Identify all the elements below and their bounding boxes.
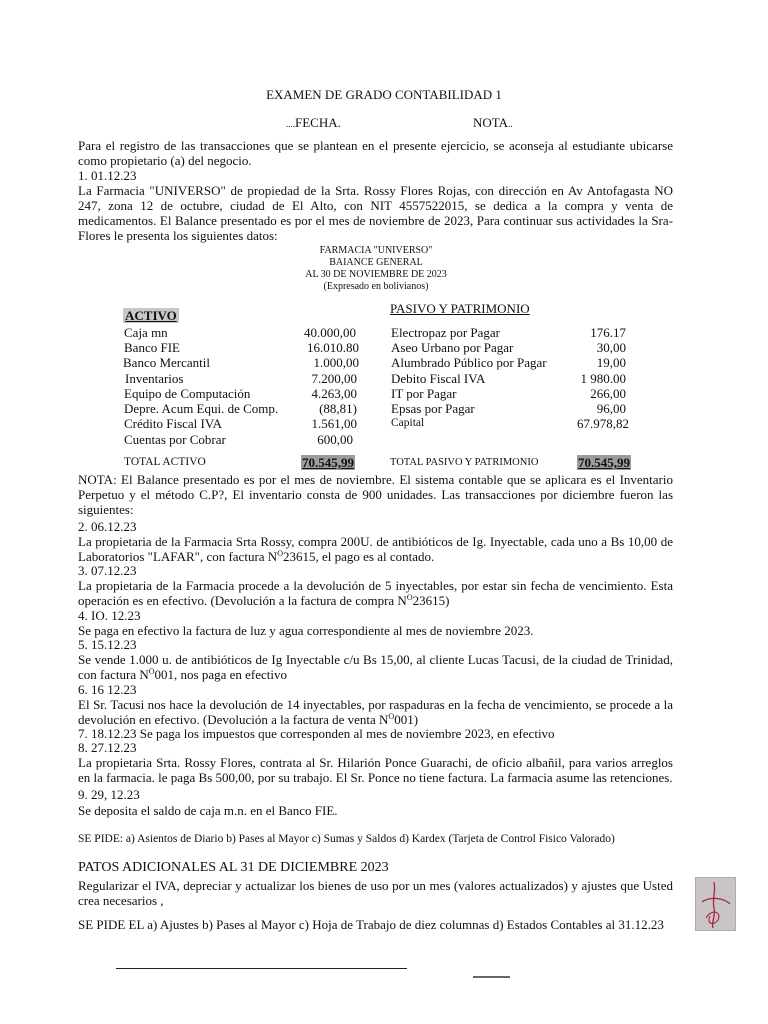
activo-name: Banco FIE: [124, 340, 180, 355]
exam-title: EXAMEN DE GRADO CONTABILIDAD 1: [266, 87, 502, 102]
activo-title: ACTIVO: [125, 308, 177, 323]
transaction-item: [78, 740, 673, 785]
nota-label: [473, 115, 513, 132]
pasivo-name: Epsas por Pagar: [391, 401, 475, 416]
transaction-text: Se paga en efectivo la factura de luz y agua correspondiente al mes de noviembre 2023.: [78, 623, 534, 638]
transaction-text: Se deposita el saldo de caja m.n. en el Banco FIE.: [78, 803, 338, 818]
balance-date: AL 30 DE NOVIEMBRE DE 2023: [305, 269, 447, 280]
item-1-text: La Farmacia "UNIVERSO" de propiedad de la Srta. Rossy Flores Rojas, con dirección en Av Antofagasta NO 247, zona 12 de octubre, ciudad de El Alto, con NIT 4557522015, se dedica a la compra y venta de medicamentos. El Balance presentado es por el mes de noviembre de 2023, Para continuar sus actividades la Sra- Flores le presenta los siguientes datos:: [78, 183, 673, 243]
balance-title: BAIANCE GENERAL: [329, 257, 423, 268]
signature-image: [695, 877, 736, 931]
transaction-text: La propietaria de la Farmacia procede a la devolución de 5 inyectables, por estar sin fecha de vencimiento. Esta operación es en efectivo. (Devolución a la factura de compra $N^O23615$): [78, 578, 673, 608]
transaction-item: [78, 608, 673, 638]
se-pide-first: SE PIDE: a) Asientos de Diario b) Pases al Mayor c) Sumas y Saldos d) Kardex (Tarjeta de Control Fisico Valorado): [78, 833, 615, 845]
item-1: [78, 168, 673, 243]
activo-name: Depre. Acum Equi. de Comp.: [124, 401, 279, 416]
pasivo-name: Alumbrado Público por Pagar: [391, 355, 547, 370]
activo-name: Banco Mercantil: [123, 355, 210, 370]
activo-value: (88,81): [319, 401, 357, 416]
activo-name: Caja mn: [124, 325, 168, 340]
datos-adicionales-heading: PATOS ADICIONALES AL 31 DE DICIEMBRE 2023: [78, 860, 389, 875]
pasivo-name: IT por Pagar: [391, 386, 457, 401]
transaction-item: [78, 682, 673, 727]
transaction-head: 2. 06.12.23: [78, 519, 137, 534]
transaction-text: Se vende 1.000 u. de antibióticos de Ig Inyectable c/u Bs 15,00, al cliente Lucas Tacusi, de la ciudad de Trinidad, con factura $N^O001$, nos paga en efectivo: [78, 652, 673, 682]
pasivo-name: Debito Fiscal IVA: [391, 371, 486, 386]
balance-company: FARMACIA "UNIVERSO": [319, 245, 433, 256]
total-pasivo-value: 70.545,99: [578, 455, 630, 470]
pasivo-value: 1 980.00: [580, 371, 626, 386]
transaction-head: 8. 27.12.23: [78, 740, 137, 755]
pasivo-value: 266,00: [590, 386, 626, 401]
pasivo-value: 19,00: [596, 355, 626, 370]
transaction-head: 5. 15.12.23: [78, 637, 137, 652]
activo-value: 40.000,00: [304, 325, 356, 340]
transaction-item: [78, 726, 673, 741]
activo-value: 1.561,00: [311, 416, 357, 431]
nota-dots: ..: [508, 119, 513, 129]
pasivo-title: PASIVO Y PATRIMONIO: [390, 301, 530, 316]
pasivo-value: 30,00: [596, 340, 626, 355]
pasivo-value: 67.978,82: [577, 416, 629, 431]
total-pasivo-label: TOTAL PASIVO Y PATRIMONIO: [390, 457, 539, 468]
transaction-head: 4. IO. 12.23: [78, 608, 141, 623]
regularizar-paragraph: Regularizar el IVA, depreciar y actualizar los bienes de uso por un mes (valores actualizados) y ajustes que Usted crea necesarios ,: [78, 878, 673, 908]
activo-name: Equipo de Computación: [124, 386, 251, 401]
activo-value: 600,00: [317, 432, 353, 447]
activo-name: Inventarios: [125, 371, 184, 386]
transaction-item: [78, 519, 673, 564]
item-1-head: 1. 01.12.23: [78, 168, 137, 183]
pasivo-value: 176.17: [590, 325, 626, 340]
transaction-head: 3. 07.12.23: [78, 563, 137, 578]
activo-name: Cuentas por Cobrar: [124, 432, 226, 447]
transaction-text: El Sr. Tacusi nos hace la devolución de 14 inyectables, por raspaduras en la fecha de vencimiento, se procede a la devolución en efectivo. (Devolución a la factura de venta $N^O001$): [78, 697, 673, 727]
signature-line: [116, 968, 407, 969]
fecha-label: [286, 115, 341, 132]
activo-value: 16.010.80: [307, 340, 359, 355]
short-divider: [473, 976, 510, 978]
activo-value: 7.200,00: [311, 371, 357, 386]
transaction-head: 6. 16 12.23: [78, 682, 137, 697]
pasivo-name: Electropaz por Pagar: [391, 325, 501, 340]
signature-scribble-icon: [696, 878, 735, 930]
balance-currency: (Expresado en bolivianos): [323, 281, 429, 292]
activo-value: 4.263,00: [311, 386, 357, 401]
balance-heading: [0, 245, 752, 293]
transaction-item: [78, 787, 673, 818]
transaction-head: 9. 29, 12.23: [78, 787, 140, 802]
total-activo-label: TOTAL ACTIVO: [124, 456, 206, 468]
fecha-dots: ....: [286, 119, 295, 129]
pasivo-name: Capital: [391, 417, 425, 429]
intro-paragraph: Para el registro de las transacciones que se plantean en el presente ejercicio, se aconseja al estudiante ubicarse como propietario (a) del negocio.: [78, 138, 673, 168]
nota-paragraph: NOTA: El Balance presentado es por el mes de noviembre. El sistema contable que se aplicara es el Inventario Perpetuo y el método C.P?, El inventario consta de 900 unidades. Las transacciones por diciembre fueron las siguientes:: [78, 472, 673, 517]
transaction-item: [78, 637, 673, 682]
transaction-text: La propietaria Srta. Rossy Flores, contrata al Sr. Hilarión Ponce Guarachi, de oficio albañil, para varios arreglos en la farmacia. le paga Bs 500,00, por su trabajo. El Sr. Ponce no tiene factura. La farmacia asume las retenciones.: [78, 755, 673, 785]
pasivo-name: Aseo Urbano por Pagar: [391, 340, 514, 355]
fecha-text: FECHA.: [295, 115, 341, 130]
pasivo-value: 96,00: [596, 401, 626, 416]
nota-text: NOTA: [473, 115, 509, 130]
transaction-head: 7. 18.12.23 Se paga los impuestos que corresponden al mes de noviembre 2023, en efectivo: [78, 726, 555, 741]
activo-value: 1.000,00: [313, 355, 359, 370]
transaction-text: La propietaria de la Farmacia Srta Rossy, compra 200U. de antibióticos de Ig. Inyectable, cada uno a Bs 10,00 de Laboratorios "LAFAR", con factura $N^O23615$, el pago es al contado.: [78, 534, 673, 564]
activo-name: Crédito Fiscal IVA: [124, 416, 222, 431]
total-activo-value: 70.545,99: [302, 455, 354, 470]
transaction-item: [78, 563, 673, 608]
se-pide-second: SE PIDE EL a) Ajustes b) Pases al Mayor c) Hoja de Trabajo de diez columnas d) Estados Contables al 31.12.23: [78, 917, 664, 932]
